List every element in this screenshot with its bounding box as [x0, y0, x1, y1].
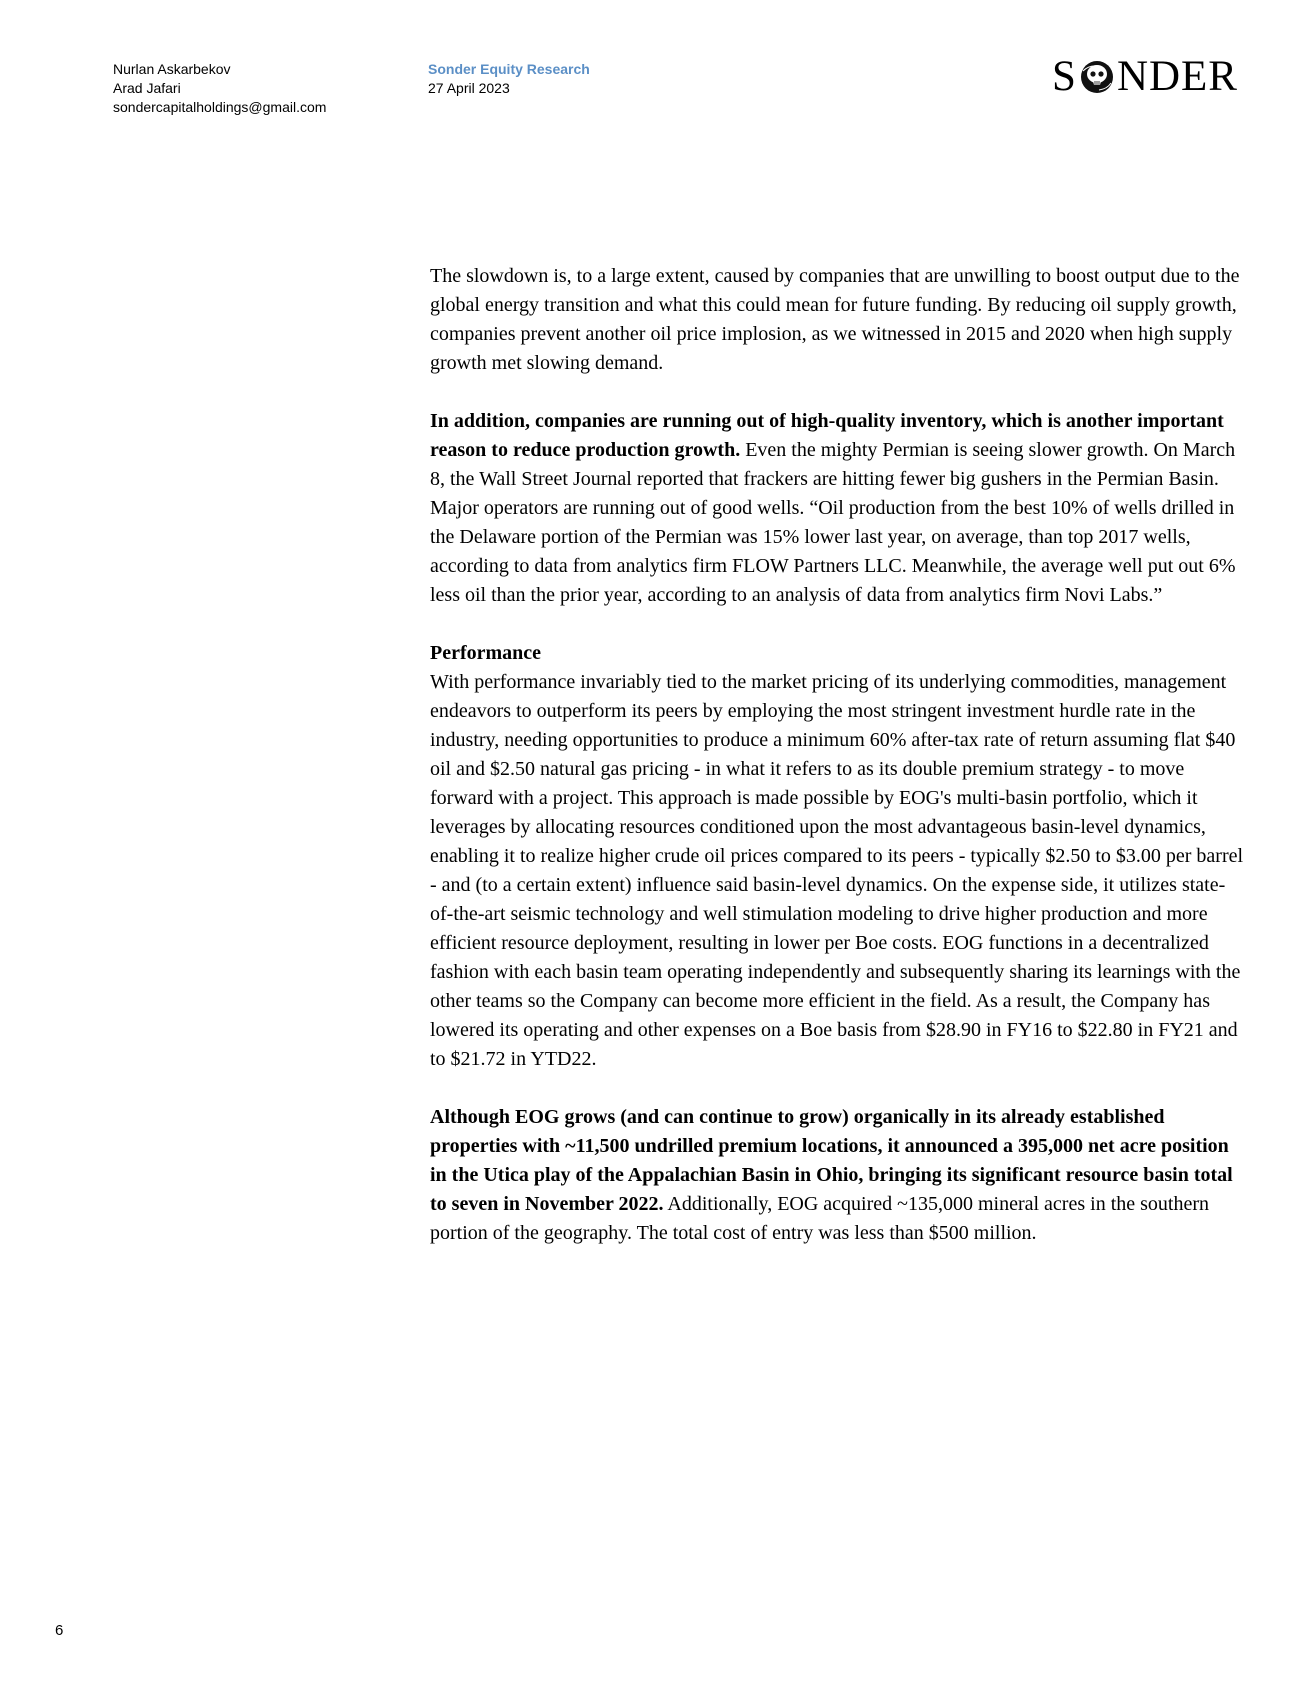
paragraph-performance	[430, 639, 1245, 1074]
sonder-logo	[1052, 52, 1238, 102]
utica-lead-bold: Although EOG grows (and can continue to grow) organically in its already established properties with ~11,500 undrilled premium locations, it announced a 395,000 net acre position in the Utica play of the Appalachian Basin in Ohio, bringing its significant resource basin total to seven in November 2022.	[430, 1106, 1233, 1215]
publication-meta	[428, 60, 590, 98]
performance-text: With performance invariably tied to the market pricing of its underlying commodities, management endeavors to outperform its peers by employing the most stringent investment hurdle rate in the industry, needing opportunities to produce a minimum 60% after-tax rate of return assuming flat $40 oil and $2.50 natural gas pricing - in what it refers to as its double premium strategy - to move forward with a project. This approach is made possible by EOG's multi-basin portfolio, which it leverages by allocating resources conditioned upon the most advantageous basin-level dynamics, enabling it to realize higher crude oil prices compared to its peers - typically $2.50 to $3.00 per barrel - and (to a certain extent) influence said basin-level dynamics. On the expense side, it utilizes state-of-the-art seismic technology and well stimulation modeling to drive higher production and more efficient resource deployment, resulting in lower per Boe costs. EOG functions in a decentralized fashion with each basin team operating independently and subsequently sharing its learnings with the other teams so the Company can become more efficient in the field. As a result, the Company has lowered its operating and other expenses on a Boe basis from $28.90 in FY16 to $22.80 in FY21 and to $21.72 in YTD22.	[430, 671, 1244, 1070]
author-name: Nurlan Askarbekov	[113, 61, 231, 77]
paragraph-inventory	[430, 407, 1245, 610]
skull-globe-icon	[1079, 59, 1115, 95]
paragraph-slowdown: The slowdown is, to a large extent, caused by companies that are unwilling to boost output due to the global energy transition and what this could mean for future funding. By reducing oil supply growth, companies prevent another oil price implosion, as we witnessed in 2015 and 2020 when high supply growth met slowing demand.	[430, 265, 1240, 374]
author-email: sondercapitalholdings@gmail.com	[113, 99, 327, 115]
logo-letter-s: S	[1052, 53, 1077, 100]
utica-text: Additionally, EOG acquired ~135,000 mineral acres in the southern portion of the geography. The total cost of entry was less than $500 million.	[430, 1193, 1209, 1244]
performance-heading: Performance	[430, 642, 542, 664]
page-number: 6	[55, 1622, 64, 1639]
author-name: Arad Jafari	[113, 80, 181, 96]
publisher-name: Sonder Equity Research	[428, 61, 590, 77]
author-block	[113, 60, 326, 117]
publication-date: 27 April 2023	[428, 80, 510, 96]
report-body	[430, 262, 1245, 1277]
paragraph-utica	[430, 1103, 1245, 1248]
inventory-text: Even the mighty Permian is seeing slower growth. On March 8, the Wall Street Journal reported that frackers are hitting fewer big gushers in the Permian Basin. Major operators are running out of good wells. “Oil production from the best 10% of wells drilled in the Delaware portion of the Permian was 15% lower last year, on average, than top 2017 wells, according to data from analytics firm FLOW Partners LLC. Meanwhile, the average well put out 6% less oil than the prior year, according to an analysis of data from analytics firm Novi Labs.”	[430, 439, 1236, 606]
logo-letters-nder: NDER	[1116, 53, 1238, 100]
inventory-lead-bold: In addition, companies are running out of high-quality inventory, which is another important reason to reduce production growth.	[430, 410, 1224, 461]
